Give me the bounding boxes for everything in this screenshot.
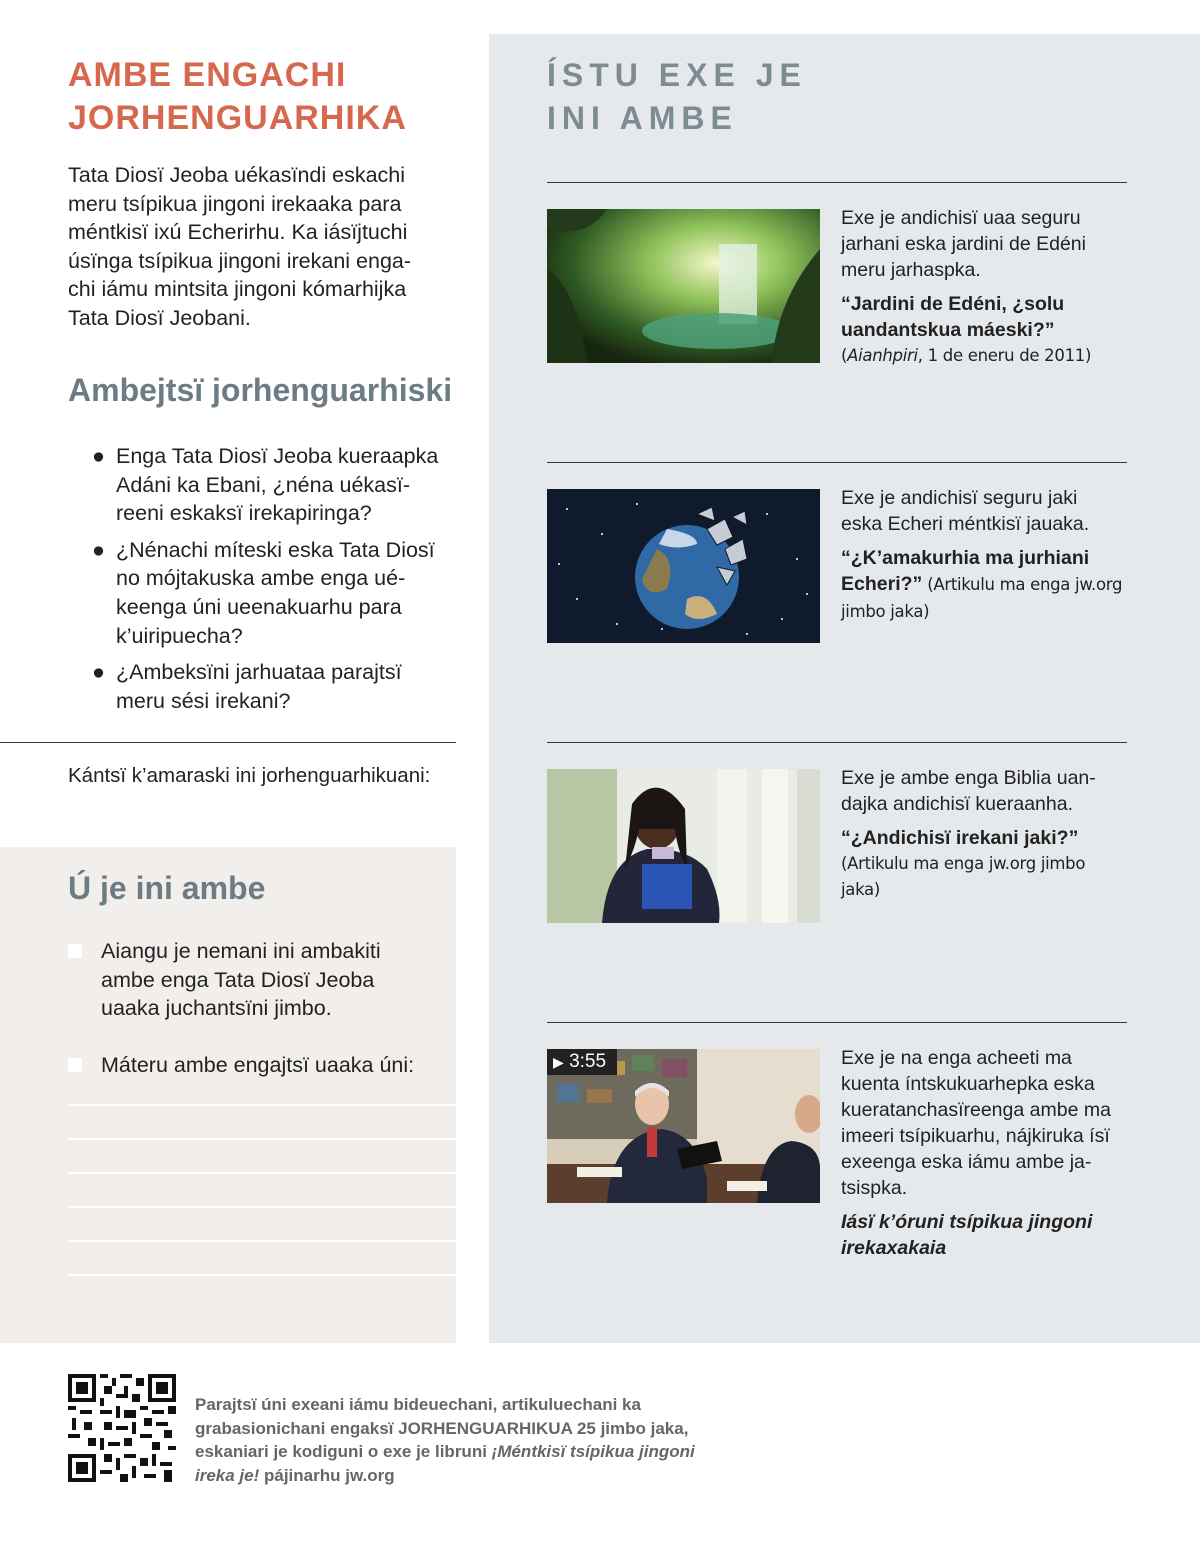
checkbox-1-label [101, 937, 431, 1023]
footer-link[interactable]: pájinarhu jw.org [259, 1465, 395, 1485]
remember-label: Kántsï k’amaraski ini jorhenguarhikuani: [68, 764, 431, 787]
item-source-title: Aianhpiri [847, 346, 918, 365]
item-title-line: irekaxakaia [841, 1237, 947, 1259]
further-item-3 [841, 765, 1131, 903]
item-title-line: “Jardini de Edéni, ¿solu [841, 293, 1065, 315]
item-title-line: Iásï k’óruni tsípikua jingoni [841, 1211, 1093, 1233]
check-line: Aiangu je nemani ini ambakiti [101, 939, 381, 963]
footer-line: Parajtsï úni exeani iámu bideuechani, artikuluechani ka [195, 1395, 641, 1414]
item-line: Exe je andichisï uaa seguru [841, 207, 1081, 229]
intro-line: chi iámu mintsita jingoni kómarhijka [68, 277, 407, 302]
list-item [92, 536, 462, 650]
item-line: dajka andichisï kueraanha. [841, 793, 1073, 815]
question-list [92, 442, 462, 723]
item-title-line: Echeri?” [841, 573, 923, 595]
write-line[interactable] [68, 1206, 456, 1208]
item-line: tsispka. [841, 1177, 908, 1199]
further-study-title-line-2: INI AMBE [547, 100, 738, 136]
item-line: meru jarhaspka. [841, 259, 981, 281]
bullet-line: ¿Nénachi míteski eska Tata Diosï [116, 537, 435, 562]
waterfall-garden-image[interactable] [547, 209, 820, 363]
intro-line: meru tsípikua jingoni irekaaka para [68, 191, 402, 216]
further-study-title-line-1: ÍSTU EXE JE [547, 57, 807, 93]
write-line[interactable] [68, 1274, 456, 1276]
item-line: Exe je ambe enga Biblia uan- [841, 767, 1096, 789]
item-title-line: uandantskua máeski?” [841, 319, 1055, 341]
bullet-line: k’uiripuecha? [116, 623, 243, 648]
item-title[interactable] [841, 291, 1131, 343]
write-line[interactable] [68, 1240, 456, 1242]
item-title[interactable] [841, 1209, 1131, 1261]
further-item-2 [841, 485, 1131, 625]
divider [0, 742, 456, 743]
video-duration: 3:55 [569, 1051, 607, 1072]
item-source: (Artikulu ma enga jw.org jimbo jaka) [841, 575, 1123, 621]
intro-line: úsïnga tsípikua jingoni irekani enga- [68, 248, 412, 273]
check-line: uaaka juchantsïni jimbo. [101, 996, 332, 1021]
bullet-line: meru sési irekani? [116, 688, 291, 713]
shattered-earth-image[interactable] [547, 489, 820, 643]
intro-line: méntkisï ixú Echerirhu. Ka iásïjtuchi [68, 220, 408, 245]
further-item-1 [841, 205, 1131, 369]
bullet-icon: ● [92, 444, 105, 468]
item-title[interactable] [841, 545, 1131, 625]
item-line: kuenta íntskukuarhepka eska [841, 1073, 1095, 1095]
item-line: eska Echeri méntkisï jauaka. [841, 513, 1090, 535]
further-study-title [547, 54, 947, 140]
footer-line [195, 1464, 735, 1488]
write-line[interactable] [68, 1104, 456, 1106]
questions-heading: Ambejtsï jorhenguarhiski [68, 372, 453, 408]
intro-paragraph [68, 161, 448, 333]
footer-text: eskaniari je kodiguni o exe je libruni [195, 1442, 492, 1461]
divider [547, 462, 1127, 463]
item-source-date: , 1 de eneru de 2011) [917, 346, 1092, 365]
intro-line: Tata Diosï Jeobani. [68, 305, 251, 330]
divider [547, 742, 1127, 743]
main-title-line-2: JORHENGUARHIKA [68, 99, 407, 137]
bullet-line: no mójtakuska ambe enga ué- [116, 566, 406, 591]
item-line: Exe je na enga acheeti ma [841, 1047, 1072, 1069]
checkbox-2[interactable] [68, 1058, 82, 1072]
divider [547, 1022, 1127, 1023]
intro-line: Tata Diosï Jeoba uékasïndi eskachi [68, 163, 406, 187]
divider [547, 182, 1127, 183]
checkbox-1[interactable] [68, 944, 82, 958]
further-item-4 [841, 1045, 1131, 1261]
main-title-line-1: AMBE ENGACHI [68, 56, 347, 94]
item-title-line: “¿K’amakurhia ma jurhiani [841, 547, 1090, 569]
list-item [92, 442, 462, 528]
qr-code-icon[interactable] [68, 1374, 176, 1482]
check-line: ambe enga Tata Diosï Jeoba [101, 967, 375, 992]
list-item [92, 658, 462, 715]
action-box-title: Ú je ini ambe [68, 870, 266, 906]
bullet-icon: ● [92, 537, 105, 562]
footer-book-title: ¡Méntkisï tsípikua jingoni [491, 1442, 695, 1461]
item-source-open: ( [841, 346, 848, 365]
video-duration-badge[interactable] [547, 1049, 617, 1075]
item-line: jarhani eska jardini de Edéni [841, 233, 1086, 255]
footer-note [195, 1393, 735, 1487]
item-line: kueratanchasïreenga ambe ma [841, 1099, 1111, 1121]
footer-book-title: ireka je! [195, 1465, 260, 1485]
bullet-line: reeni eskaksï irekapiringa? [116, 501, 372, 526]
woman-with-books-image[interactable] [547, 769, 820, 923]
checkbox-2-label: Máteru ambe engajtsï uaaka úni: [101, 1053, 415, 1077]
write-line[interactable] [68, 1138, 456, 1140]
play-icon: ▶ [553, 1054, 564, 1070]
item-line: Exe je andichisï seguru jaki [841, 487, 1078, 509]
item-source: (Artikulu ma enga jw.org jimbo jaka) [841, 854, 1086, 899]
bullet-line: Enga Tata Diosï Jeoba kueraapka [116, 444, 439, 468]
write-line[interactable] [68, 1172, 456, 1174]
main-title [68, 54, 468, 140]
item-line: imeeri tsípikuarhu, nájkiruka ísï [841, 1125, 1110, 1147]
bullet-line: keenga úni ueenakuarhu para [116, 594, 402, 619]
item-source [841, 343, 1131, 369]
bullet-icon: ● [92, 660, 105, 685]
item-line: exeenga eska iámu ambe ja- [841, 1151, 1092, 1173]
footer-line: grabasionichani engaksï JORHENGUARHIKUA 25 jimbo jaka, [195, 1418, 689, 1438]
bullet-line: ¿Ambeksïni jarhuataa parajtsï [116, 660, 402, 685]
footer-line [195, 1440, 735, 1464]
action-box [0, 847, 456, 1343]
bullet-line: Adáni ka Ebani, ¿néna uékasï- [116, 472, 411, 497]
item-title[interactable]: “¿Andichisï irekani jaki?” [841, 827, 1079, 849]
